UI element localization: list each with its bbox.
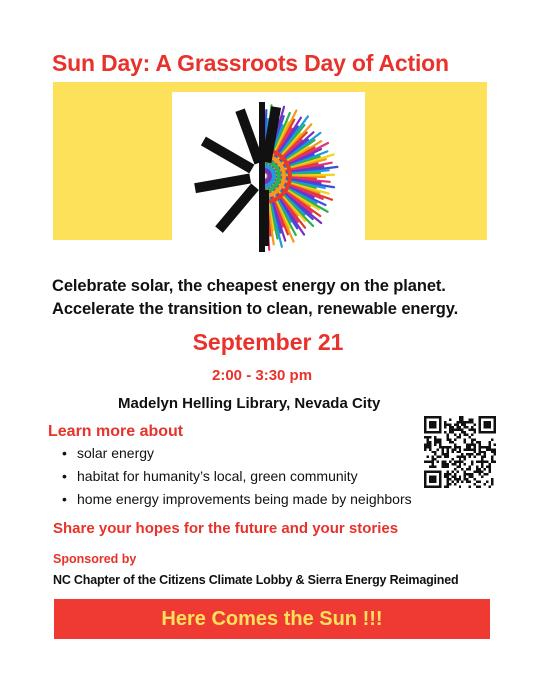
topic-list xyxy=(62,442,412,511)
share-hopes-text: Share your hopes for the future and your stories xyxy=(53,520,399,537)
tagline-celebrate: Celebrate solar, the cheapest energy on the planet. xyxy=(52,277,446,295)
qr-code-icon[interactable] xyxy=(424,416,496,488)
flyer-title: Sun Day: A Grassroots Day of Action xyxy=(52,50,449,76)
event-location: Madelyn Helling Library, Nevada City xyxy=(118,395,381,412)
tagline-accelerate: Accelerate the transition to clean, renewable energy. xyxy=(52,300,459,318)
sun-day-logo-icon xyxy=(172,92,365,256)
learn-more-heading: Learn more about xyxy=(48,423,184,440)
cta-banner xyxy=(54,599,490,639)
event-time: 2:00 - 3:30 pm xyxy=(212,367,313,384)
cta-text: Here Comes the Sun !!! xyxy=(161,607,383,630)
sponsored-label: Sponsored by xyxy=(53,552,137,566)
event-date xyxy=(0,329,538,356)
list-item: • solar energy xyxy=(62,442,412,465)
event-date-text: September 21 xyxy=(192,329,344,355)
list-item: • home energy improvements being made by neighbors xyxy=(62,488,412,511)
sponsors-text: NC Chapter of the Citizens Climate Lobby & Sierra Energy Reimagined xyxy=(53,573,459,587)
list-item: • habitat for humanity’s local, green community xyxy=(62,465,412,488)
